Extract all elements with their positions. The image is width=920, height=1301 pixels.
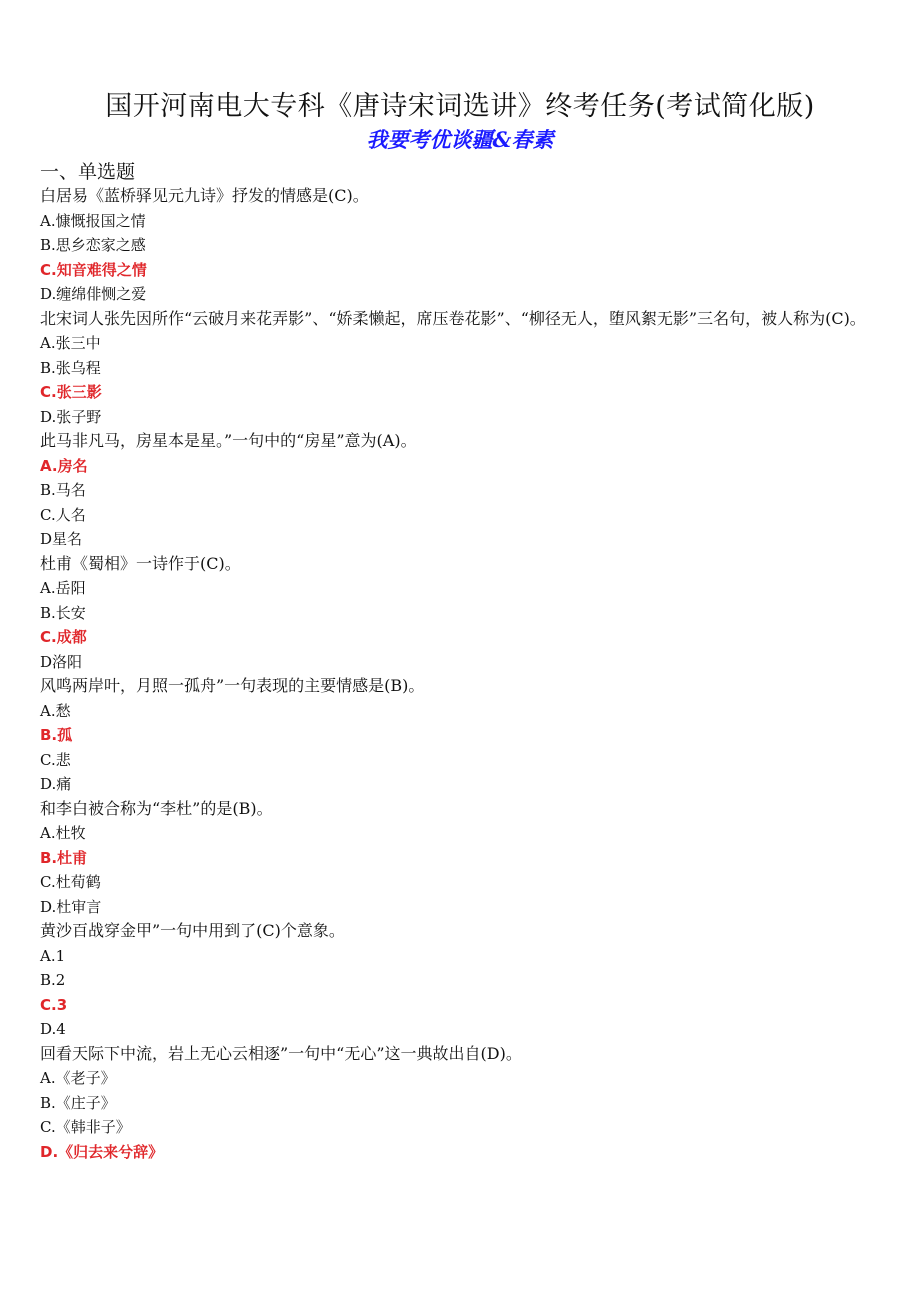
question-text: 黄沙百战穿金甲”一句中用到了(C)个意象。 (40, 921, 345, 940)
answer-option-correct: B.杜甫 (40, 848, 88, 867)
question-text: 杜甫《蜀相》一诗作于(C)。 (40, 553, 241, 573)
answer-option: B.思乡恋家之感 (40, 236, 146, 254)
answer-option-correct: B.孤 (40, 726, 73, 744)
answer-option: A.《老子》 (40, 1069, 116, 1087)
answer-option: C.杜荀鹤 (40, 873, 101, 891)
answer-option: D.痛 (40, 775, 72, 793)
answer-option: C.悲 (40, 750, 71, 769)
answer-option-correct: C.成都 (40, 628, 87, 646)
question-list (40, 160, 885, 1164)
question-text: 风鸣两岸叶，月照一孤舟”一句表现的主要情感是(B)。 (40, 676, 425, 695)
answer-option-correct: C.3 (40, 995, 68, 1014)
answer-option-correct: C.张三影 (40, 383, 102, 401)
question-text: 此马非凡马，房星本是星。”一句中的“房星”意为(A)。 (40, 431, 417, 450)
answer-option-correct: A.房名 (40, 456, 88, 475)
answer-option: A.岳阳 (40, 579, 86, 597)
answer-option: C.人名 (40, 505, 86, 524)
document-title: 国开河南电大专科《唐诗宋词选讲》终考任务(考试简化版) (105, 91, 815, 122)
answer-option: B.马名 (40, 481, 86, 499)
answer-option: D洛阳 (40, 652, 83, 671)
answer-option: A.张三中 (40, 334, 101, 352)
answer-option: B.张乌程 (40, 358, 101, 377)
question-text: 和李白被合称为“李杜”的是(B)。 (40, 798, 273, 818)
answer-option: B.2 (40, 971, 66, 989)
answer-option-correct: D.《归去来兮辞》 (40, 1142, 164, 1161)
answer-option: A.愁 (40, 701, 71, 720)
section-title: 一、单选题 (40, 161, 136, 183)
answer-option: D.杜审言 (40, 897, 102, 916)
answer-option: A.1 (40, 946, 66, 965)
answer-option: B.长安 (40, 603, 86, 622)
answer-option: B.《庄子》 (40, 1093, 116, 1112)
answer-option: A.慷慨报国之情 (40, 211, 146, 230)
document-subtitle: 我要考优谈疆&春素 (366, 127, 554, 152)
answer-option: D.4 (40, 1020, 66, 1038)
answer-option: D星名 (40, 530, 83, 548)
question-text: 北宋词人张先因所作“云破月来花弄影”、“娇柔懒起，席压卷花影”、“柳径无人，堕风絮无影”三名句，被人称为(C)。 (40, 308, 866, 328)
answer-option-correct: C.知音难得之情 (40, 260, 147, 279)
answer-option: C.《韩非子》 (40, 1118, 131, 1136)
answer-option: A.杜牧 (40, 824, 86, 842)
answer-option: D.张子野 (40, 407, 102, 426)
question-text: 回看天际下中流，岩上无心云相逐”一句中“无心”这一典故出自(D)。 (40, 1043, 522, 1063)
answer-option: D.缠绵俳恻之爱 (40, 285, 147, 303)
question-text: 白居易《蓝桥驿见元九诗》抒发的情感是(C)。 (40, 186, 369, 205)
